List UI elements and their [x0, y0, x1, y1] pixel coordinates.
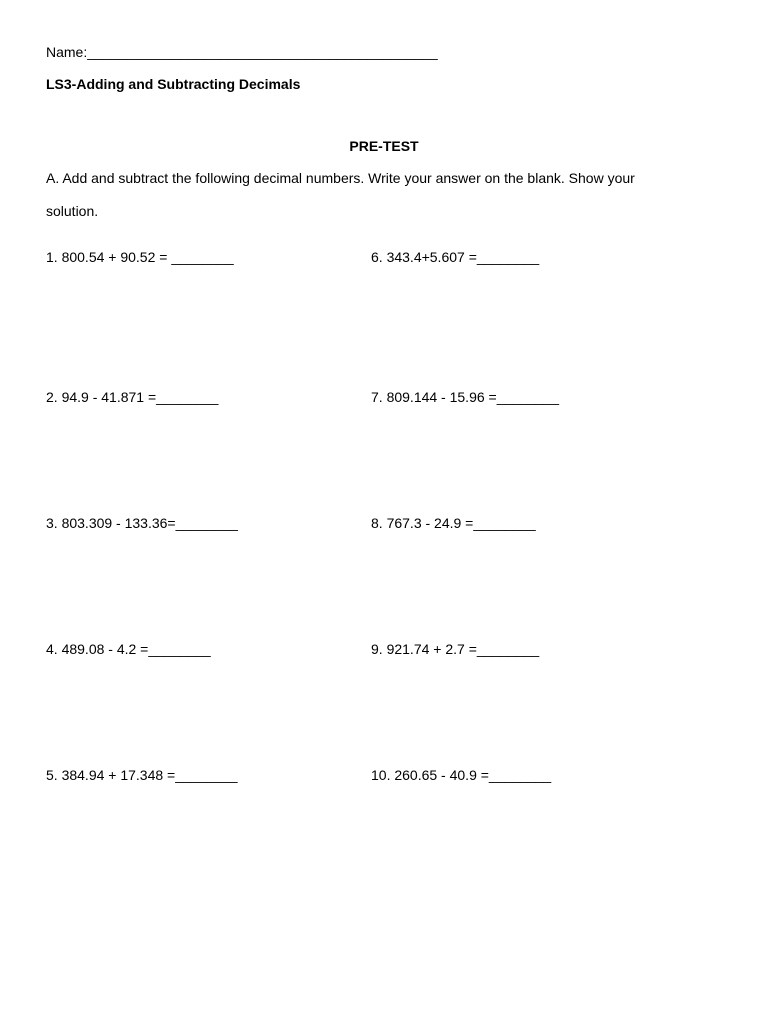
- problem-6: 6. 343.4+5.607 =________: [371, 249, 540, 265]
- problem-5: 5. 384.94 + 17.348 =________: [46, 767, 238, 783]
- problem-2: 2. 94.9 - 41.871 =________: [46, 389, 219, 405]
- problem-9: 9. 921.74 + 2.7 =________: [371, 641, 540, 657]
- name-field-line: Name:_____________________________________________: [46, 44, 438, 60]
- problem-8: 8. 767.3 - 24.9 =________: [371, 515, 536, 531]
- problem-7: 7. 809.144 - 15.96 =________: [371, 389, 560, 405]
- problem-4: 4. 489.08 - 4.2 =________: [46, 641, 211, 657]
- problem-3: 3. 803.309 - 133.36=________: [46, 515, 238, 531]
- subject-heading: LS3-Adding and Subtracting Decimals: [46, 76, 301, 92]
- problem-10: 10. 260.65 - 40.9 =________: [371, 767, 552, 783]
- instructions-line-2: solution.: [46, 203, 99, 219]
- problem-1: 1. 800.54 + 90.52 = ________: [46, 249, 234, 265]
- page-title: PRE-TEST: [349, 138, 419, 154]
- instructions-line-1: A. Add and subtract the following decimal numbers. Write your answer on the blank. Show your: [46, 170, 635, 186]
